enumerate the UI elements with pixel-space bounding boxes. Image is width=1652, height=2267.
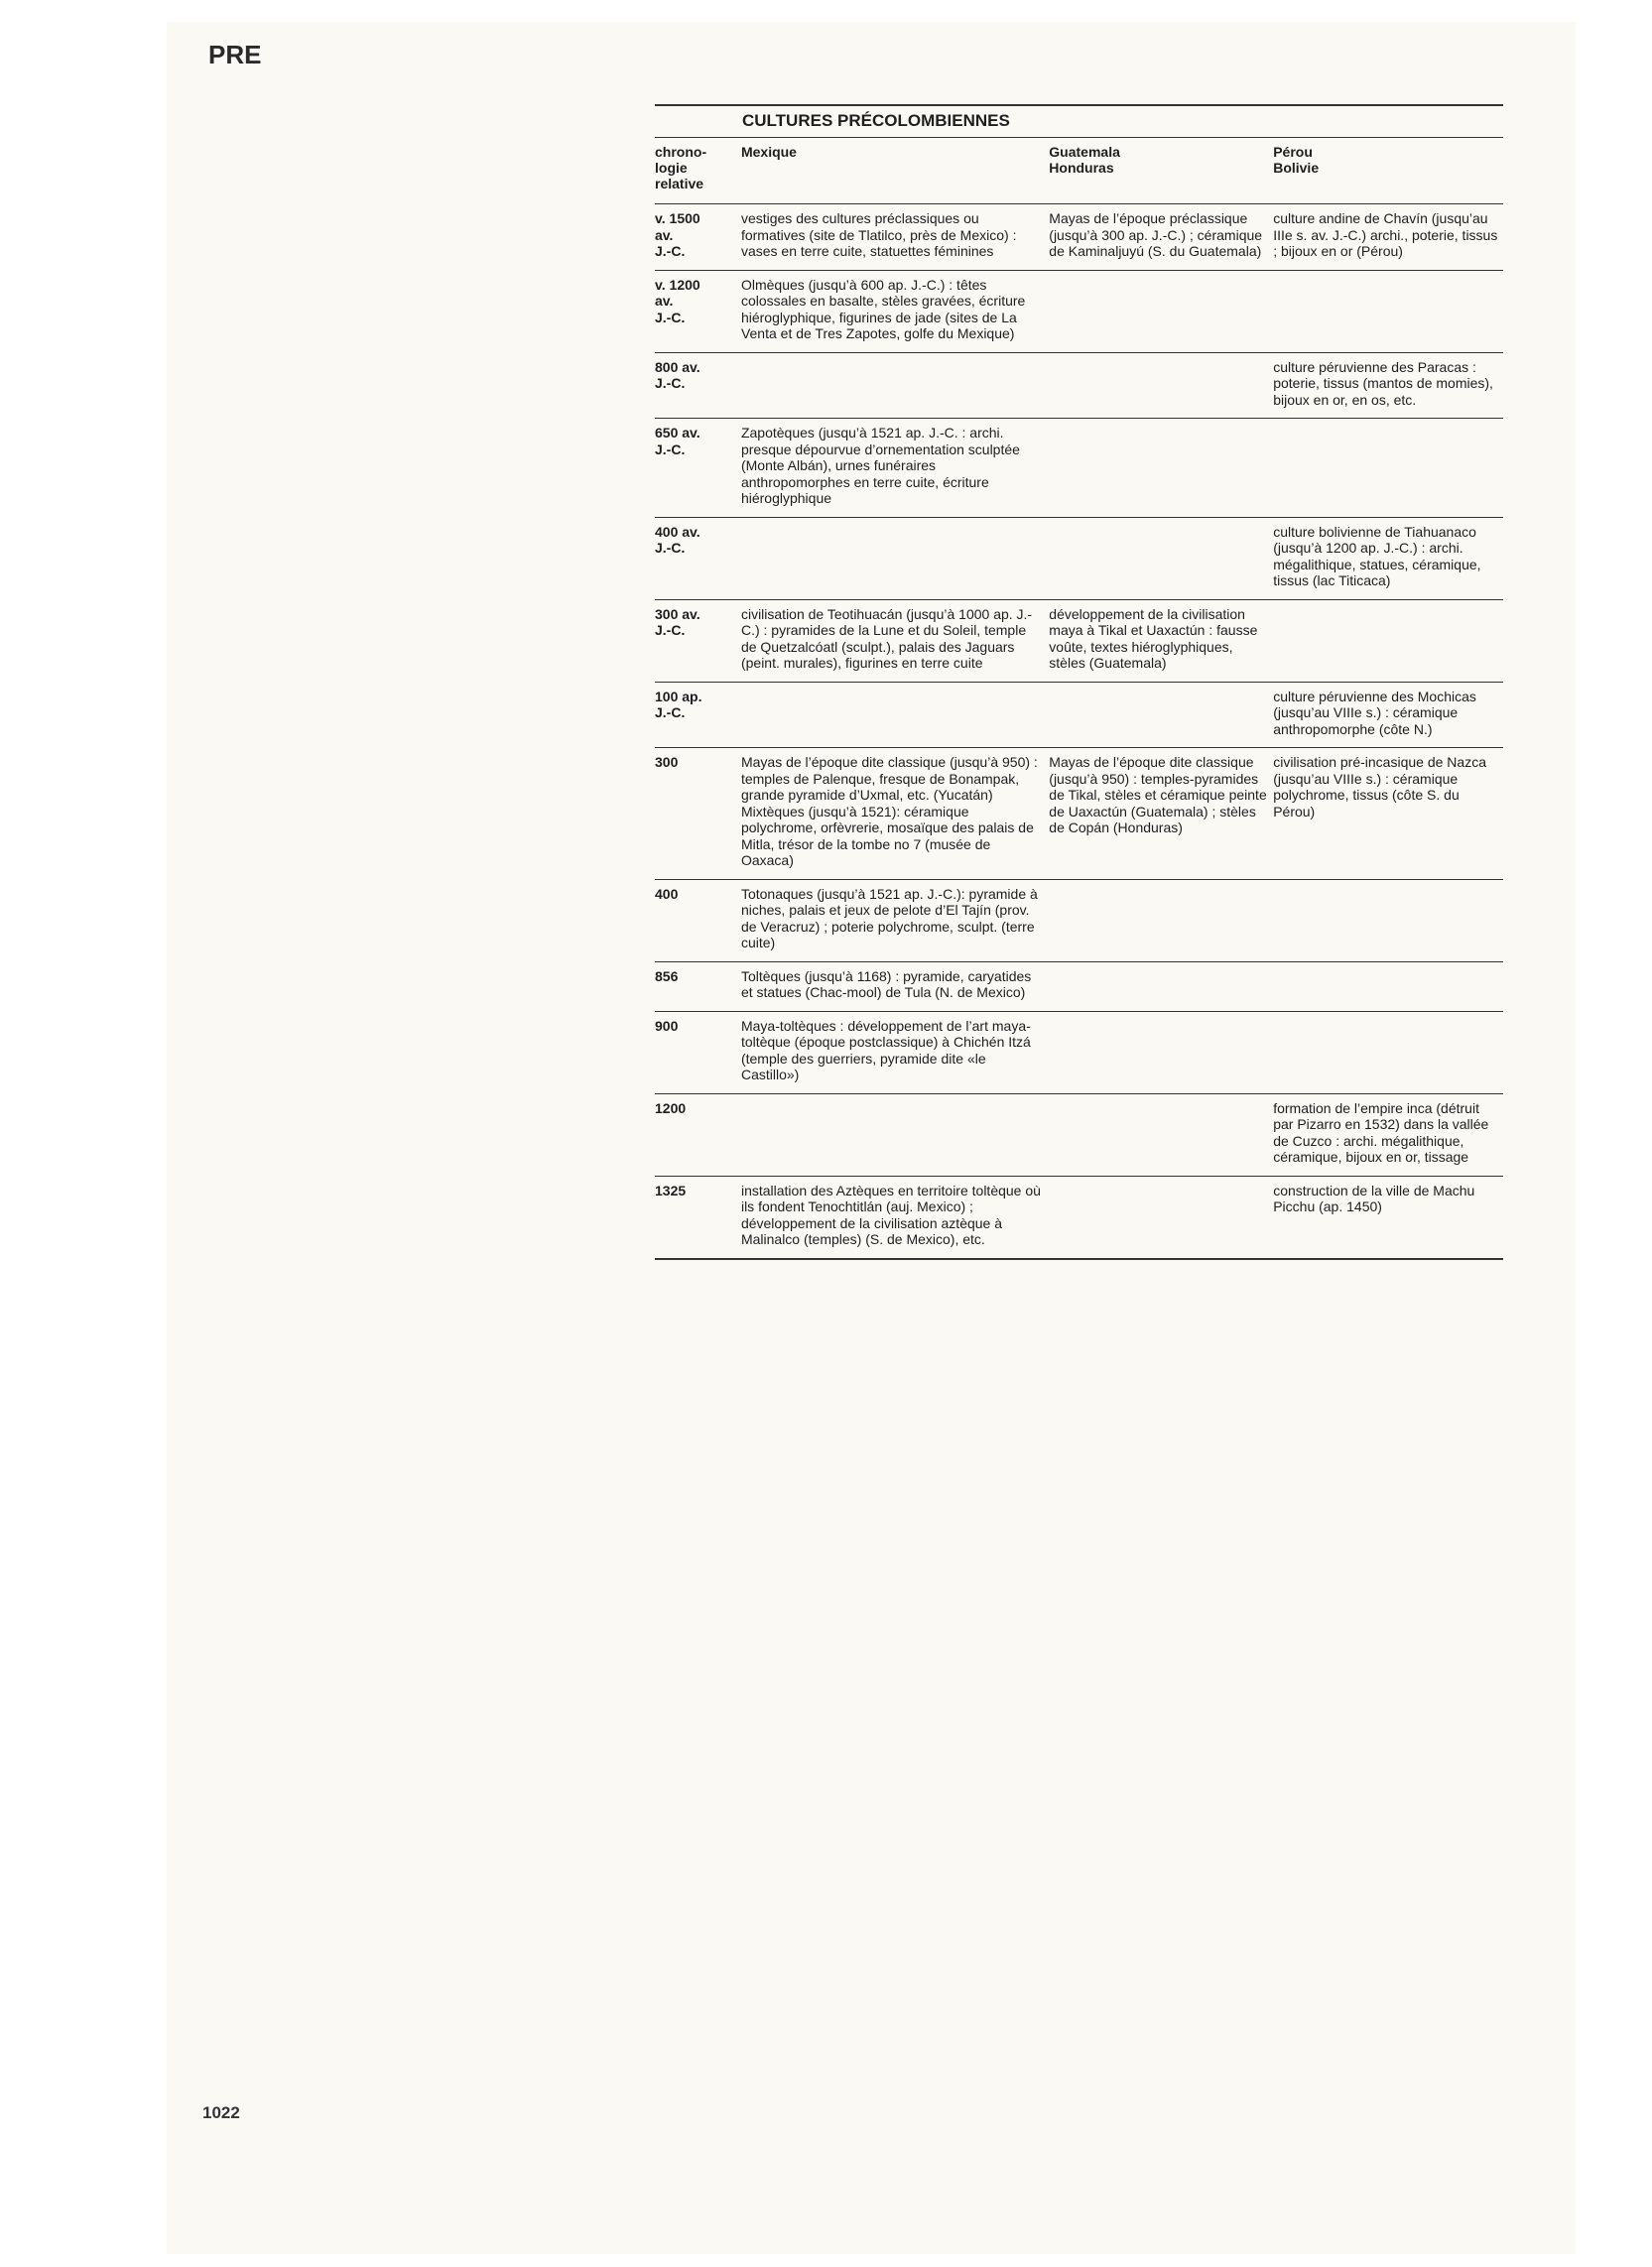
cell-date: 900	[655, 1011, 741, 1093]
table-row	[655, 748, 1503, 880]
left-column	[208, 97, 617, 2091]
cell-guatemala	[1049, 352, 1273, 419]
cell-date: 800 av. J.-C.	[655, 352, 741, 419]
cell-perou	[1273, 961, 1503, 1011]
cell-date: v. 1500 av. J.-C.	[655, 204, 741, 271]
cell-guatemala: Mayas de l’époque dite classique (jusqu’à 950) : temples-pyramides de Tikal, stèles et céramique peinte de Uaxactún (Guatemala) ; stèles de Copán (Honduras)	[1049, 748, 1273, 880]
table-row	[655, 204, 1503, 271]
cell-date: 100 ap. J.-C.	[655, 682, 741, 748]
right-column	[1088, 1589, 1497, 2093]
table-row	[655, 599, 1503, 682]
middle-column	[643, 1589, 1052, 2093]
table-row	[655, 961, 1503, 1011]
cell-guatemala: Mayas de l’époque préclassique (jusqu’à 300 ap. J.-C.) ; céramique de Kaminaljuyú (S. du Guatemala)	[1049, 204, 1273, 271]
cell-mexique: civilisation de Teotihuacán (jusqu’à 1000 ap. J.-C.) : pyramides de la Lune et du Soleil, temple de Quetzalcóatl (sculpt.), palais des Jaguars (peint. murales), figurines en terre cuite	[741, 599, 1049, 682]
cell-mexique: vestiges des cultures préclassiques ou formatives (site de Tlatilco, près de Mexico) : vases en terre cuite, statuettes féminines	[741, 204, 1049, 271]
header-chronologie: chrono- logie relative	[655, 138, 741, 204]
cell-date: 300 av. J.-C.	[655, 599, 741, 682]
table-row	[655, 419, 1503, 518]
header-mexique: Mexique	[741, 138, 1049, 204]
cell-mexique: Mayas de l’époque dite classique (jusqu’à 950) : temples de Palenque, fresque de Bonampak, grande pyramide d’Uxmal, etc. (Yucatán) Mixtèques (jusqu’à 1521): céramique polychrome, orfèvrerie, mosaïque des palais de Mitla, trésor de la tombe no 7 (musée de Oaxaca)	[741, 748, 1049, 880]
cell-guatemala	[1049, 961, 1273, 1011]
cell-date: 400	[655, 879, 741, 961]
table-header-row	[655, 138, 1503, 204]
cell-mexique	[741, 1093, 1049, 1176]
cell-perou: formation de l’empire inca (détruit par Pizarro en 1532) dans la vallée de Cuzco : archi. mégalithique, céramique, bijoux en or, tissage	[1273, 1093, 1503, 1176]
cell-guatemala	[1049, 270, 1273, 352]
cell-perou: culture andine de Chavín (jusqu’au IIIe s. av. J.-C.) archi., poterie, tissus ; bijoux en or (Pérou)	[1273, 204, 1503, 271]
cell-perou	[1273, 270, 1503, 352]
cell-perou: culture bolivienne de Tiahuanaco (jusqu’à 1200 ap. J.-C.) : archi. mégalithique, statues, céramique, tissus (lac Titicaca)	[1273, 517, 1503, 599]
cell-date: v. 1200 av. J.-C.	[655, 270, 741, 352]
cell-date: 400 av. J.-C.	[655, 517, 741, 599]
running-head: PRE	[208, 40, 262, 69]
cell-date: 1325	[655, 1176, 741, 1259]
precolumbian-table	[655, 104, 1503, 1260]
cell-mexique	[741, 517, 1049, 599]
cell-mexique	[741, 352, 1049, 419]
cell-mexique: Toltèques (jusqu’à 1168) : pyramide, caryatides et statues (Chac-mool) de Tula (N. de Mexico)	[741, 961, 1049, 1011]
cell-date: 1200	[655, 1093, 741, 1176]
cell-guatemala	[1049, 419, 1273, 518]
cell-guatemala	[1049, 1176, 1273, 1259]
page-number: 1022	[202, 2103, 240, 2122]
cell-guatemala	[1049, 517, 1273, 599]
cell-mexique	[741, 682, 1049, 748]
cell-perou: culture péruvienne des Paracas : poterie, tissus (mantos de momies), bijoux en or, en os, etc.	[1273, 352, 1503, 419]
table-row	[655, 1176, 1503, 1259]
cell-perou	[1273, 1011, 1503, 1093]
cell-date: 300	[655, 748, 741, 880]
table-row	[655, 1093, 1503, 1176]
cell-mexique: Zapotèques (jusqu’à 1521 ap. J.-C. : archi. presque dépourvue d’ornementation sculptée (Monte Albán), urnes funéraires anthropomorphes en terre cuite, écriture hiéroglyphique	[741, 419, 1049, 518]
table-body	[655, 204, 1503, 1259]
table-row	[655, 879, 1503, 961]
cell-perou: culture péruvienne des Mochicas (jusqu’au VIIIe s.) : céramique anthropomorphe (côte N.)	[1273, 682, 1503, 748]
table-grid	[655, 138, 1503, 1260]
cell-guatemala: développement de la civilisation maya à Tikal et Uaxactún : fausse voûte, textes hiéroglyphiques, stèles (Guatemala)	[1049, 599, 1273, 682]
table-title: CULTURES PRÉCOLOMBIENNES	[655, 104, 1503, 138]
cell-date: 856	[655, 961, 741, 1011]
header-guatemala: Guatemala Honduras	[1049, 138, 1273, 204]
cell-perou: construction de la ville de Machu Picchu (ap. 1450)	[1273, 1176, 1503, 1259]
cell-mexique: installation des Aztèques en territoire toltèque où ils fondent Tenochtitlán (auj. Mexico) ; développement de la civilisation aztèque à Malinalco (temples) (S. de Mexico), etc.	[741, 1176, 1049, 1259]
cell-mexique: Totonaques (jusqu’à 1521 ap. J.-C.): pyramide à niches, palais et jeux de pelote d’El Tajín (prov. de Veracruz) ; poterie polychrome, sculpt. (terre cuite)	[741, 879, 1049, 961]
table-row	[655, 682, 1503, 748]
cell-guatemala	[1049, 1093, 1273, 1176]
cell-guatemala	[1049, 1011, 1273, 1093]
table-row	[655, 352, 1503, 419]
cell-mexique: Olmèques (jusqu’à 600 ap. J.-C.) : têtes colossales en basalte, stèles gravées, écriture hiéroglyphique, figurines de jade (sites de La Venta et de Tres Zapotes, golfe du Mexique)	[741, 270, 1049, 352]
cell-perou	[1273, 879, 1503, 961]
cell-perou	[1273, 599, 1503, 682]
header-perou: Pérou Bolivie	[1273, 138, 1503, 204]
cell-perou	[1273, 419, 1503, 518]
table-row	[655, 517, 1503, 599]
cell-date: 650 av. J.-C.	[655, 419, 741, 518]
table-row	[655, 1011, 1503, 1093]
cell-mexique: Maya-toltèques : développement de l’art maya-toltèque (époque postclassique) à Chichén Itzá (temple des guerriers, pyramide dite «le Castillo»)	[741, 1011, 1049, 1093]
table-row	[655, 270, 1503, 352]
cell-guatemala	[1049, 682, 1273, 748]
cell-guatemala	[1049, 879, 1273, 961]
cell-perou: civilisation pré-incasique de Nazca (jusqu’au VIIIe s.) : céramique polychrome, tissus (côte S. du Pérou)	[1273, 748, 1503, 880]
